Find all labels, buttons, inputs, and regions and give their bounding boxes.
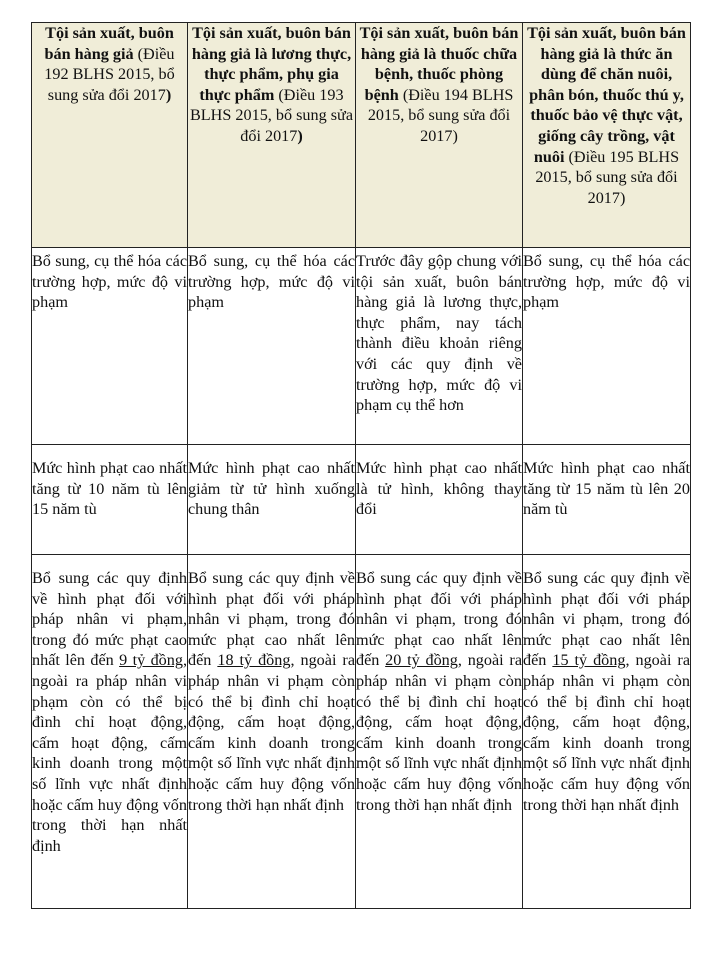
cell-text: Bổ sung các quy định về hình phạt đối với pháp nhân vi phạm, trong đó mức phạt cao nhất lên đến bbox=[523, 569, 690, 670]
fine-amount: 18 tỷ đồng bbox=[217, 651, 291, 670]
cell-text: , ngoài ra pháp nhân vi phạm còn có thể bị đình chỉ hoạt động, cấm hoạt động, cấm kinh doanh trong một số lĩnh vực nhất định hoặc cấm huy động vốn trong thời hạn nhất định bbox=[188, 651, 356, 814]
cell-text: , ngoài ra pháp nhân vi phạm còn có thể bị đình chỉ hoạt động, cấm hoạt động, cấm kinh doanh trong một số lĩnh vực nhất định hoặc cấm huy động vốn trong thời hạn nhất định bbox=[32, 651, 187, 855]
header-row bbox=[32, 23, 691, 248]
header-reference: (Điều 195 BLHS 2015, bổ sung sửa đổi 2017) bbox=[535, 147, 680, 207]
cell-scope-192: Bổ sung, cụ thể hóa các trường hợp, mức độ vi phạm bbox=[32, 248, 188, 445]
fine-amount: 9 tỷ đồng bbox=[119, 651, 183, 670]
cell-scope-195: Bổ sung, cụ thể hóa các trường hợp, mức độ vi phạm bbox=[523, 248, 691, 445]
fine-amount: 15 tỷ đồng bbox=[552, 651, 626, 670]
comparison-sheet bbox=[31, 22, 690, 909]
comparison-table bbox=[31, 22, 691, 909]
cell-scope-194: Trước đây gộp chung với tội sản xuất, buôn bán hàng giả là lương thực, thực phẩm, nay tách thành điều khoản riêng với các quy định về trường hợp, mức độ vi phạm cụ thể hơn bbox=[356, 248, 523, 445]
cell-entity-193 bbox=[188, 555, 356, 909]
cell-penalty-192: Mức hình phạt cao nhất tăng từ 10 năm tù lên 15 năm tù bbox=[32, 445, 188, 555]
fine-amount: 20 tỷ đồng bbox=[385, 651, 458, 670]
cell-penalty-194: Mức hình phạt cao nhất là tử hình, không thay đổi bbox=[356, 445, 523, 555]
table-row-scope bbox=[32, 248, 691, 445]
header-reference: (Điều 192 BLHS 2015, bổ sung sửa đổi 2017 bbox=[44, 44, 175, 104]
header-cell-article-194 bbox=[356, 23, 523, 248]
header-title: Tội sản xuất, buôn bán hàng giả bbox=[44, 24, 174, 63]
cell-scope-193: Bổ sung, cụ thể hóa các trường hợp, mức độ vi phạm bbox=[188, 248, 356, 445]
header-close-paren: ) bbox=[297, 126, 303, 145]
table-row-max-penalty bbox=[32, 445, 691, 555]
cell-text: , ngoài ra pháp nhân vi phạm còn có thể bị đình chỉ hoạt động, cấm hoạt động, cấm kinh doanh trong một số lĩnh vực nhất định hoặc cấm huy động vốn trong thời hạn nhất định bbox=[523, 651, 691, 814]
header-reference: (Điều 193 BLHS 2015, bổ sung sửa đổi 2017 bbox=[189, 85, 353, 145]
header-cell-article-193 bbox=[188, 23, 356, 248]
header-close-paren: ) bbox=[165, 85, 172, 104]
header-cell-article-195 bbox=[523, 23, 691, 248]
header-reference: (Điều 194 BLHS 2015, bổ sung sửa đổi 2017) bbox=[367, 85, 514, 145]
cell-entity-194 bbox=[356, 555, 523, 909]
cell-text: , ngoài ra pháp nhân vi phạm còn có thể bị đình chỉ hoạt động, cấm hoạt động, cấm kinh doanh trong một số lĩnh vực nhất định hoặc cấm huy động vốn trong thời hạn nhất định bbox=[356, 651, 523, 814]
header-title: Tội sản xuất, buôn bán hàng giả là lương thực, thực phẩm, phụ gia thực phẩm bbox=[191, 24, 352, 104]
cell-text: Bổ sung các quy định về hình phạt đối với pháp nhân vi phạm, trong đó mức phạt cao nhất lên đến bbox=[356, 569, 522, 670]
cell-entity-195 bbox=[523, 555, 691, 909]
header-title: Tội sản xuất, buôn bán hàng giả là thức ăn dùng để chăn nuôi, phân bón, thuốc thú y, thuốc bảo vệ thực vật, giống cây trồng, vật nuôi bbox=[527, 24, 686, 166]
cell-penalty-193: Mức hình phạt cao nhất giảm từ tử hình xuống chung thân bbox=[188, 445, 356, 555]
header-cell-article-192 bbox=[32, 23, 188, 248]
cell-entity-192 bbox=[32, 555, 188, 909]
cell-text: Bổ sung các quy định về hình phạt đối với pháp nhân vi phạm, trong đó mức phạt cao nhất lên đến bbox=[188, 569, 355, 670]
cell-text: Bổ sung các quy định về hình phạt đối với pháp nhân vi phạm, trong đó mức phạt cao nhất lên đến bbox=[32, 569, 187, 670]
header-title: Tội sản xuất, buôn bán hàng giả là thuốc chữa bệnh, thuốc phòng bệnh bbox=[359, 24, 519, 104]
cell-penalty-195: Mức hình phạt cao nhất tăng từ 15 năm tù lên 20 năm tù bbox=[523, 445, 691, 555]
table-row-legal-entity bbox=[32, 555, 691, 909]
